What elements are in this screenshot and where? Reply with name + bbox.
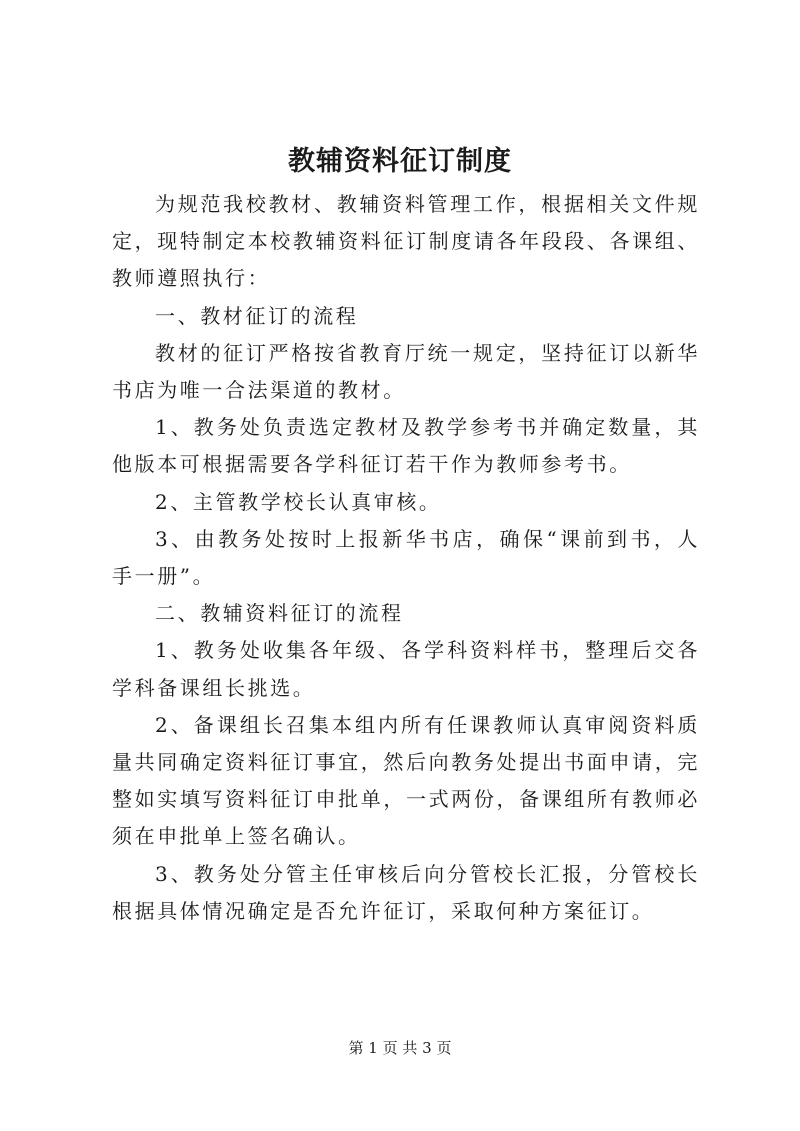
list-item: 3、教务处分管主任审核后向分管校长汇报，分管校长根据具体情况确定是否允许征订，采取何种方案征订。	[112, 861, 700, 923]
list-item: 1、教务处收集各年级、各学科资料样书，整理后交各学科备课组长挑选。	[112, 638, 700, 700]
list-item: 1、教务处负责选定教材及教学参考书并确定数量，其他版本可根据需要各学科征订若干作为教师参考书。	[112, 415, 700, 477]
section-heading-2: 二、教辅资料征订的流程	[155, 601, 404, 626]
document-body	[112, 186, 700, 930]
list-item: 2、备课组长召集本组内所有任课教师认真审阅资料质量共同确定资料征订事宜，然后向教务处提出书面申请，完整如实填写资料征订申批单，一式两份，备课组所有教师必须在申批单上签名确认。	[112, 712, 700, 849]
document-title: 教辅资料征订制度	[288, 146, 512, 177]
section-heading-1: 一、教材征订的流程	[155, 303, 359, 328]
intro-paragraph: 为规范我校教材、教辅资料管理工作，根据相关文件规定，现特制定本校教辅资料征订制度请各年段段、各课组、教师遵照执行：	[112, 192, 700, 291]
list-item: 2、主管教学校长认真审核。	[155, 489, 442, 514]
page-number-footer: 第 1 页 共 3 页	[348, 1039, 452, 1057]
list-item: 3、由教务处按时上报新华书店，确保“课前到书，人手一册”。	[112, 526, 700, 589]
paragraph: 教材的征订严格按省教育厅统一规定，坚持征订以新华书店为唯一合法渠道的教材。	[112, 340, 700, 403]
